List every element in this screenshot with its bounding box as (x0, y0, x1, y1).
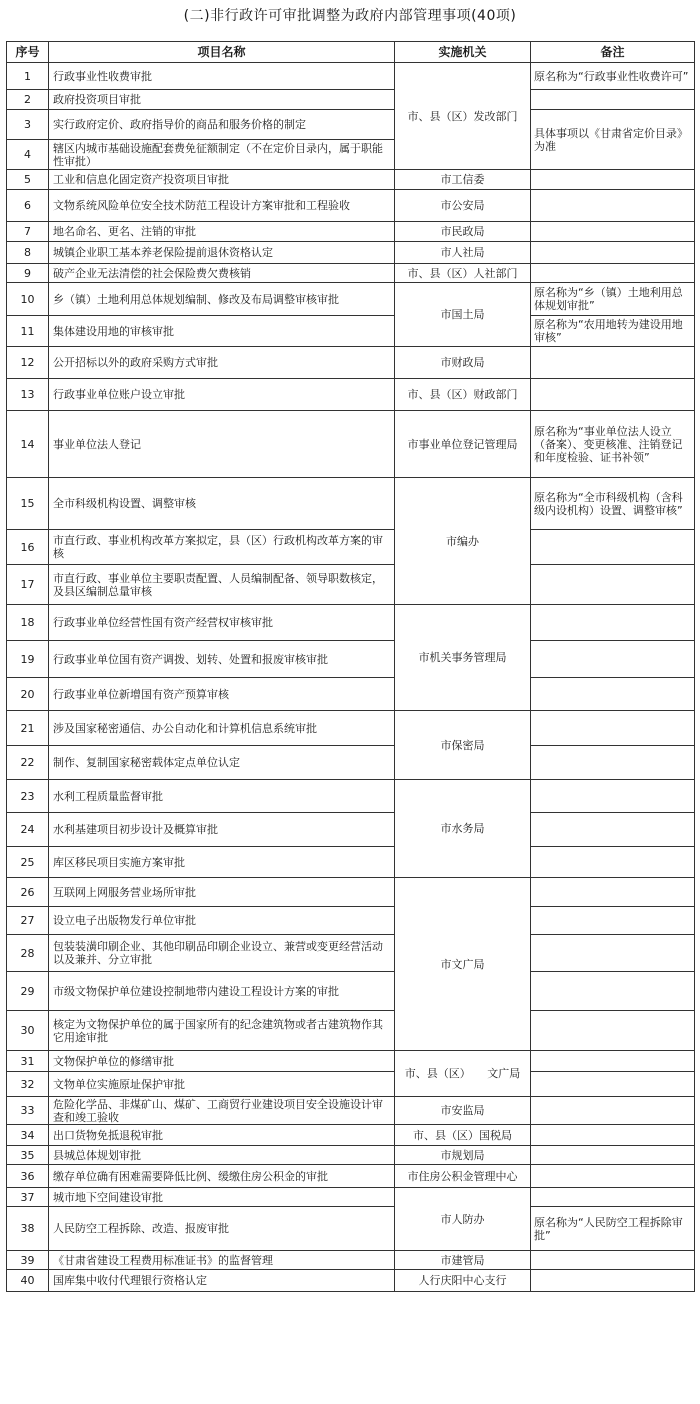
table-row (7, 530, 695, 565)
item-name: 市直行政、事业机构改革方案拟定，县（区）行政机构改革方案的审核 (49, 530, 395, 565)
table-row (7, 379, 695, 411)
item-name: 文物系统风险单位安全技术防范工程设计方案审批和工程验收 (49, 190, 395, 222)
remark: 原名称为“乡（镇）土地利用总体规划审批” (531, 283, 695, 316)
remark (531, 1072, 695, 1097)
table-row (7, 972, 695, 1011)
row-number: 25 (7, 847, 49, 878)
remark (531, 847, 695, 878)
implementing-agency: 市、县（区）国税局 (395, 1125, 531, 1146)
row-number: 27 (7, 907, 49, 935)
item-name: 库区移民项目实施方案审批 (49, 847, 395, 878)
table-row (7, 1165, 695, 1188)
row-number: 35 (7, 1146, 49, 1165)
row-number: 23 (7, 780, 49, 813)
row-number: 1 (7, 63, 49, 90)
row-number: 16 (7, 530, 49, 565)
item-name: 工业和信息化固定资产投资项目审批 (49, 170, 395, 190)
row-number: 3 (7, 110, 49, 140)
table-row (7, 347, 695, 379)
row-number: 15 (7, 478, 49, 530)
implementing-agency: 市建管局 (395, 1251, 531, 1270)
implementing-agency: 市公安局 (395, 190, 531, 222)
row-number: 7 (7, 222, 49, 242)
item-name: 包装装潢印刷企业、其他印刷品印刷企业设立、兼营或变更经营活动以及兼并、分立审批 (49, 935, 395, 972)
item-name: 县城总体规划审批 (49, 1146, 395, 1165)
row-number: 36 (7, 1165, 49, 1188)
item-name: 地名命名、更名、注销的审批 (49, 222, 395, 242)
row-number: 5 (7, 170, 49, 190)
row-number: 22 (7, 746, 49, 780)
row-number: 33 (7, 1097, 49, 1125)
item-name: 核定为文物保护单位的属于国家所有的纪念建筑物或者古建筑物作其它用途审批 (49, 1011, 395, 1051)
table-row (7, 110, 695, 140)
row-number: 20 (7, 678, 49, 711)
implementing-agency: 市住房公积金管理中心 (395, 1165, 531, 1188)
row-number: 40 (7, 1270, 49, 1292)
remark (531, 1011, 695, 1051)
implementing-agency: 市文广局 (395, 878, 531, 1051)
implementing-agency: 市保密局 (395, 711, 531, 780)
table-row (7, 478, 695, 530)
table-row (7, 170, 695, 190)
table-row (7, 746, 695, 780)
table-row (7, 813, 695, 847)
row-number: 28 (7, 935, 49, 972)
implementing-agency: 市机关事务管理局 (395, 605, 531, 711)
row-number: 38 (7, 1207, 49, 1251)
implementing-agency: 市工信委 (395, 170, 531, 190)
row-number: 9 (7, 264, 49, 283)
remark (531, 878, 695, 907)
implementing-agency: 市人防办 (395, 1188, 531, 1251)
item-name: 集体建设用地的审核审批 (49, 316, 395, 347)
remark (531, 813, 695, 847)
implementing-agency: 市安监局 (395, 1097, 531, 1125)
item-name: 制作、复制国家秘密载体定点单位认定 (49, 746, 395, 780)
item-name: 《甘肃省建设工程费用标准证书》的监督管理 (49, 1251, 395, 1270)
row-number: 32 (7, 1072, 49, 1097)
row-number: 31 (7, 1051, 49, 1072)
item-name: 乡（镇）土地利用总体规划编制、修改及布局调整审核审批 (49, 283, 395, 316)
table-row (7, 907, 695, 935)
item-name: 文物保护单位的修缮审批 (49, 1051, 395, 1072)
remark (531, 1165, 695, 1188)
remark (531, 1251, 695, 1270)
remark (531, 1188, 695, 1207)
table-row (7, 1207, 695, 1251)
row-number: 37 (7, 1188, 49, 1207)
remark (531, 972, 695, 1011)
table-row (7, 935, 695, 972)
remark (531, 1051, 695, 1072)
table-row (7, 1251, 695, 1270)
table-row (7, 780, 695, 813)
remark (531, 1097, 695, 1125)
item-name: 出口货物免抵退税审批 (49, 1125, 395, 1146)
remark (531, 530, 695, 565)
approval-items-table (6, 41, 695, 1292)
remark: 原名称为“人民防空工程拆除审批” (531, 1207, 695, 1251)
remark (531, 746, 695, 780)
row-number: 11 (7, 316, 49, 347)
implementing-agency: 市规划局 (395, 1146, 531, 1165)
remark: 具体事项以《甘肃省定价目录》为准 (531, 110, 695, 170)
header-name: 项目名称 (49, 42, 395, 63)
implementing-agency: 市、县（区） 文广局 (395, 1051, 531, 1097)
implementing-agency: 人行庆阳中心支行 (395, 1270, 531, 1292)
item-name: 人民防空工程拆除、改造、报废审批 (49, 1207, 395, 1251)
table-header-row (7, 42, 695, 63)
row-number: 30 (7, 1011, 49, 1051)
table-row (7, 1051, 695, 1072)
row-number: 21 (7, 711, 49, 746)
table-row (7, 1072, 695, 1097)
remark: 原名称为“事业单位法人设立（备案）、变更核准、注销登记和年度检验、证书补领” (531, 411, 695, 478)
row-number: 17 (7, 565, 49, 605)
remark (531, 347, 695, 379)
table-row (7, 847, 695, 878)
remark (531, 1270, 695, 1292)
item-name: 实行政府定价、政府指导价的商品和服务价格的制定 (49, 110, 395, 140)
table-row (7, 411, 695, 478)
remark (531, 379, 695, 411)
table-row (7, 90, 695, 110)
table-row (7, 1270, 695, 1292)
item-name: 缴存单位确有困难需要降低比例、缓缴住房公积金的审批 (49, 1165, 395, 1188)
item-name: 辖区内城市基础设施配套费免征额制定（不在定价目录内，属于职能性审批） (49, 140, 395, 170)
remark (531, 90, 695, 110)
remark (531, 222, 695, 242)
header-agency: 实施机关 (395, 42, 531, 63)
item-name: 互联网上网服务营业场所审批 (49, 878, 395, 907)
implementing-agency: 市编办 (395, 478, 531, 605)
remark (531, 935, 695, 972)
item-name: 事业单位法人登记 (49, 411, 395, 478)
item-name: 全市科级机构设置、调整审核 (49, 478, 395, 530)
row-number: 12 (7, 347, 49, 379)
remark (531, 605, 695, 641)
table-body (7, 63, 695, 1292)
row-number: 4 (7, 140, 49, 170)
row-number: 34 (7, 1125, 49, 1146)
item-name: 行政事业单位国有资产调拨、划转、处置和报废审核审批 (49, 641, 395, 678)
implementing-agency: 市、县（区）发改部门 (395, 63, 531, 170)
remark: 原名称为“全市科级机构（含科级内设机构）设置、调整审核” (531, 478, 695, 530)
remark (531, 641, 695, 678)
row-number: 14 (7, 411, 49, 478)
table-row (7, 641, 695, 678)
item-name: 行政事业单位经营性国有资产经营权审核审批 (49, 605, 395, 641)
row-number: 10 (7, 283, 49, 316)
table-row (7, 1188, 695, 1207)
row-number: 29 (7, 972, 49, 1011)
remark (531, 242, 695, 264)
implementing-agency: 市、县（区）人社部门 (395, 264, 531, 283)
row-number: 18 (7, 605, 49, 641)
row-number: 39 (7, 1251, 49, 1270)
table-row (7, 678, 695, 711)
item-name: 行政事业单位新增国有资产预算审核 (49, 678, 395, 711)
remark (531, 780, 695, 813)
remark: 原名称为“农用地转为建设用地审核” (531, 316, 695, 347)
implementing-agency: 市财政局 (395, 347, 531, 379)
table-row (7, 264, 695, 283)
table-row (7, 878, 695, 907)
item-name: 公开招标以外的政府采购方式审批 (49, 347, 395, 379)
implementing-agency: 市事业单位登记管理局 (395, 411, 531, 478)
item-name: 城镇企业职工基本养老保险提前退休资格认定 (49, 242, 395, 264)
remark: 原名称为“行政事业性收费许可” (531, 63, 695, 90)
table-row (7, 242, 695, 264)
item-name: 破产企业无法清偿的社会保险费欠费核销 (49, 264, 395, 283)
table-row (7, 605, 695, 641)
item-name: 涉及国家秘密通信、办公自动化和计算机信息系统审批 (49, 711, 395, 746)
item-name: 市直行政、事业单位主要职责配置、人员编制配备、领导职数核定，及县区编制总量审核 (49, 565, 395, 605)
item-name: 市级文物保护单位建设控制地带内建设工程设计方案的审批 (49, 972, 395, 1011)
table-row (7, 316, 695, 347)
table-row (7, 190, 695, 222)
row-number: 24 (7, 813, 49, 847)
implementing-agency: 市国土局 (395, 283, 531, 347)
table-row (7, 1125, 695, 1146)
table-row (7, 1011, 695, 1051)
item-name: 设立电子出版物发行单位审批 (49, 907, 395, 935)
row-number: 6 (7, 190, 49, 222)
item-name: 水利基建项目初步设计及概算审批 (49, 813, 395, 847)
remark (531, 565, 695, 605)
remark (531, 907, 695, 935)
item-name: 国库集中收付代理银行资格认定 (49, 1270, 395, 1292)
implementing-agency: 市人社局 (395, 242, 531, 264)
item-name: 政府投资项目审批 (49, 90, 395, 110)
implementing-agency: 市水务局 (395, 780, 531, 878)
remark (531, 1125, 695, 1146)
item-name: 行政事业性收费审批 (49, 63, 395, 90)
remark (531, 170, 695, 190)
remark (531, 1146, 695, 1165)
table-row (7, 283, 695, 316)
table-row (7, 1097, 695, 1125)
remark (531, 264, 695, 283)
table-row (7, 565, 695, 605)
header-note: 备注 (531, 42, 695, 63)
row-number: 13 (7, 379, 49, 411)
item-name: 行政事业单位账户设立审批 (49, 379, 395, 411)
table-row (7, 711, 695, 746)
row-number: 26 (7, 878, 49, 907)
table-row (7, 222, 695, 242)
item-name: 城市地下空间建设审批 (49, 1188, 395, 1207)
implementing-agency: 市民政局 (395, 222, 531, 242)
table-row (7, 1146, 695, 1165)
remark (531, 711, 695, 746)
item-name: 水利工程质量监督审批 (49, 780, 395, 813)
row-number: 2 (7, 90, 49, 110)
remark (531, 190, 695, 222)
implementing-agency: 市、县（区）财政部门 (395, 379, 531, 411)
row-number: 8 (7, 242, 49, 264)
header-no: 序号 (7, 42, 49, 63)
document-title: (二)非行政许可审批调整为政府内部管理事项(40项) (183, 8, 517, 24)
table-row (7, 63, 695, 90)
item-name: 文物单位实施原址保护审批 (49, 1072, 395, 1097)
row-number: 19 (7, 641, 49, 678)
item-name: 危险化学品、非煤矿山、煤矿、工商贸行业建设项目安全设施设计审查和竣工验收 (49, 1097, 395, 1125)
remark (531, 678, 695, 711)
